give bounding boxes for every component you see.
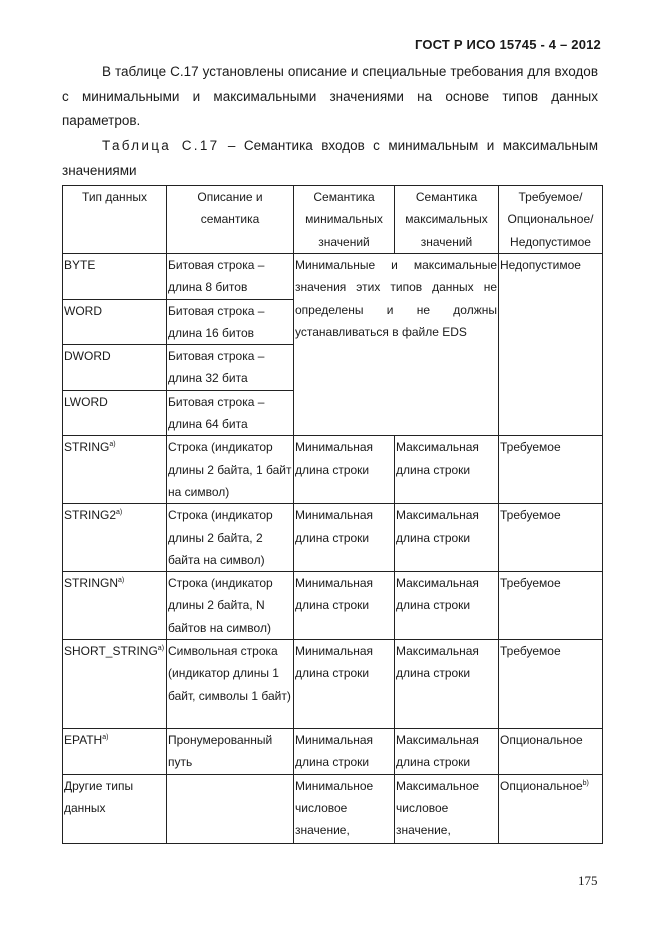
req-cell: Требуемое [499, 436, 603, 504]
max-cell: Максимальная длина строки [395, 640, 499, 729]
type-cell: STRING2$^{a)}$ [63, 504, 167, 572]
type-cell: STRINGN$^{a)}$ [63, 572, 167, 640]
header-cell: Требуемое/ Опциональное/ Недопустимое [499, 186, 603, 254]
desc-cell: Символьная строка (индикатор длины 1 байт, символы 1 байт) [167, 640, 294, 729]
desc-cell: Битовая строка – длина 16 битов [167, 299, 294, 345]
table-caption [62, 134, 598, 183]
req-cell: Требуемое [499, 504, 603, 572]
intro-text: В таблице С.17 установлены описание и специальные требования для входов с минимальными и максимальными значениями на основе типов данных параметров. [62, 64, 598, 128]
min-cell: Минимальная длина строки [294, 729, 395, 775]
table-row [63, 572, 603, 640]
caption-label: Таблица С.17 [102, 138, 220, 153]
max-cell: Максимальная длина строки [395, 572, 499, 640]
desc-cell: Пронумерованный путь [167, 729, 294, 775]
min-cell: Минимальная длина строки [294, 640, 395, 729]
req-cell: Опциональное [499, 729, 603, 775]
desc-cell: Строка (индикатор длины 2 байта, 2 байта на символ) [167, 504, 294, 572]
max-cell: Максимальная длина строки [395, 729, 499, 775]
header-cell: Тип данных [63, 186, 167, 254]
type-cell: STRING$^{a)}$ [63, 436, 167, 504]
type-cell: SHORT_STRING$^{a)}$ [63, 640, 167, 729]
header-cell: Описание и семантика [167, 186, 294, 254]
req-cell: Требуемое [499, 572, 603, 640]
type-cell: LWORD [63, 390, 167, 436]
min-cell: Минимальная длина строки [294, 504, 395, 572]
desc-cell: Строка (индикатор длины 2 байта, 1 байт на символ) [167, 436, 294, 504]
table-row [63, 774, 603, 843]
req-cell: Опциональное$^{b)}$ [499, 774, 603, 843]
req-cell: Недопустимое [499, 254, 603, 436]
table-header-row [63, 186, 603, 254]
semantics-table [62, 185, 603, 844]
min-cell: Минимальная длина строки [294, 436, 395, 504]
type-cell: WORD [63, 299, 167, 345]
max-cell: Максимальная длина строки [395, 436, 499, 504]
type-cell: BYTE [63, 254, 167, 300]
type-cell: DWORD [63, 345, 167, 391]
desc-cell: Битовая строка – длина 64 бита [167, 390, 294, 436]
desc-cell: Битовая строка – длина 8 битов [167, 254, 294, 300]
table-row [63, 436, 603, 504]
page-number: 175 [578, 873, 598, 888]
min-cell: Минимальная длина строки [294, 572, 395, 640]
max-cell: Максимальная длина строки [395, 504, 499, 572]
caption-text: – Семантика входов с минимальным и максимальным значениями [62, 138, 598, 178]
bit-semantics-cell: Минимальные и максимальные значения этих типов данных не определены и не должны устанавливаться в файле EDS [294, 254, 499, 436]
header-cell: Семантика минимальных значений [294, 186, 395, 254]
table-row [63, 254, 603, 300]
type-cell: EPATH$^{a)}$ [63, 729, 167, 775]
type-cell: Другие типы данных [63, 774, 167, 843]
desc-cell: Строка (индикатор длины 2 байта, N байтов на символ) [167, 572, 294, 640]
table-row [63, 640, 603, 729]
table-row [63, 729, 603, 775]
desc-cell [167, 774, 294, 843]
header-cell: Семантика максимальных значений [395, 186, 499, 254]
document-header: ГОСТ Р ИСО 15745 - 4 – 2012 [414, 37, 601, 52]
max-cell: Максимальное числовое значение, [395, 774, 499, 843]
req-cell: Требуемое [499, 640, 603, 729]
min-cell: Минимальное числовое значение, [294, 774, 395, 843]
desc-cell: Битовая строка – длина 32 бита [167, 345, 294, 391]
intro-paragraph [62, 60, 598, 134]
table-row [63, 504, 603, 572]
